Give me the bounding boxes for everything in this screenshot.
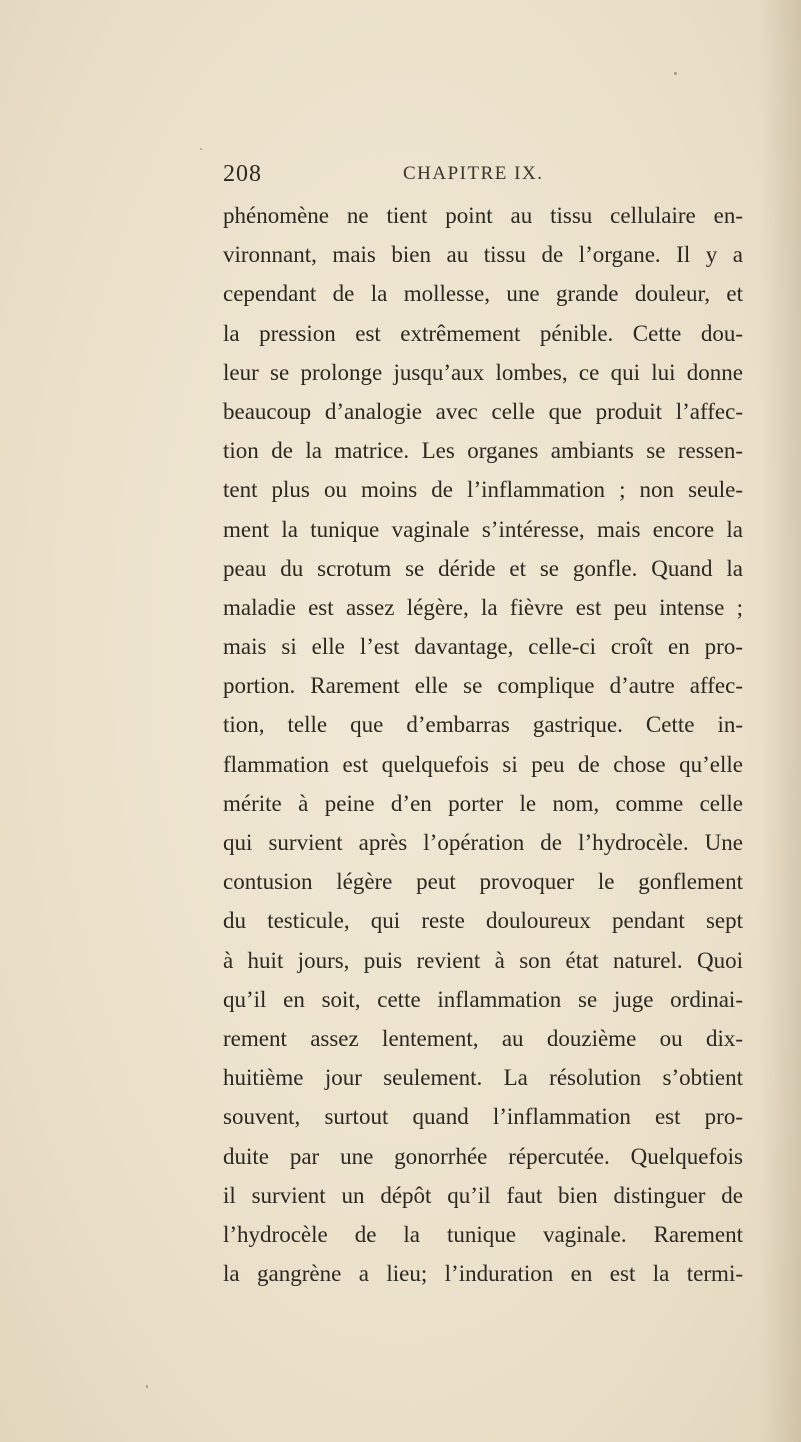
text-line: beaucoup d’analogie avec celle que produit l’affec- (223, 398, 743, 424)
text-line: portion. Rarement elle se complique d’autre affec- (223, 673, 743, 699)
text-line: contusion légère peut provoquer le gonflement (223, 869, 743, 895)
text-line: phénomène ne tient point au tissu cellulaire en- (223, 203, 743, 228)
body-text (223, 196, 743, 1293)
text-line: la pression est extrêmement pénible. Cette dou- (223, 320, 743, 346)
text-line: rement assez lentement, au douzième ou dix- (223, 1025, 743, 1051)
text-line: peau du scrotum se déride et se gonfle. Quand la (223, 555, 743, 581)
text-line: il survient un dépôt qu’il faut bien distinguer de (223, 1182, 743, 1208)
paper-speck (613, 1232, 616, 1235)
text-line: maladie est assez légère, la fièvre est peu intense ; (223, 594, 743, 620)
text-line: tion, telle que d’embarras gastrique. Cette in- (223, 712, 743, 738)
text-line: qu’il en soit, cette inflammation se juge ordinai- (223, 986, 743, 1012)
text-line: mérite à peine d’en porter le nom, comme celle (223, 790, 743, 816)
paper-speck (146, 1385, 148, 1388)
text-line: mais si elle l’est davantage, celle-ci croît en pro- (223, 634, 743, 660)
text-line: huitième jour seulement. La résolution s’obtient (223, 1065, 743, 1091)
text-line: tion de la matrice. Les organes ambiants se ressen- (223, 438, 743, 464)
text-line: à huit jours, puis revient à son état naturel. Quoi (223, 947, 743, 973)
text-line: flammation est quelquefois si peu de chose qu’elle (223, 751, 743, 777)
text-line: leur se prolonge jusqu’aux lombes, ce qui lui donne (223, 359, 743, 385)
text-line: ment la tunique vaginale s’intéresse, mais encore la (223, 516, 743, 542)
text-line: l’hydrocèle de la tunique vaginale. Rarement (223, 1221, 743, 1247)
page-edge-shadow (761, 0, 801, 1442)
text-line: duite par une gonorrhée répercutée. Quelquefois (223, 1143, 743, 1169)
paper-speck (200, 148, 202, 150)
text-line: cependant de la mollesse, une grande douleur, et (223, 281, 743, 307)
text-line: vironnant, mais bien au tissu de l’organe. Il y a (223, 242, 743, 268)
text-line: la gangrène a lieu; l’induration en est la termi- (223, 1261, 743, 1287)
text-line: qui survient après l’opération de l’hydrocèle. Une (223, 830, 743, 855)
running-head: CHAPITRE IX. (403, 163, 544, 184)
paper-speck (674, 72, 677, 75)
text-line: tent plus ou moins de l’inflammation ; non seule- (223, 477, 743, 503)
page-number: 208 (223, 161, 262, 187)
text-line: souvent, surtout quand l’inflammation est pro- (223, 1104, 743, 1130)
page-header (0, 161, 801, 191)
text-line: du testicule, qui reste douloureux pendant sept (223, 908, 743, 934)
